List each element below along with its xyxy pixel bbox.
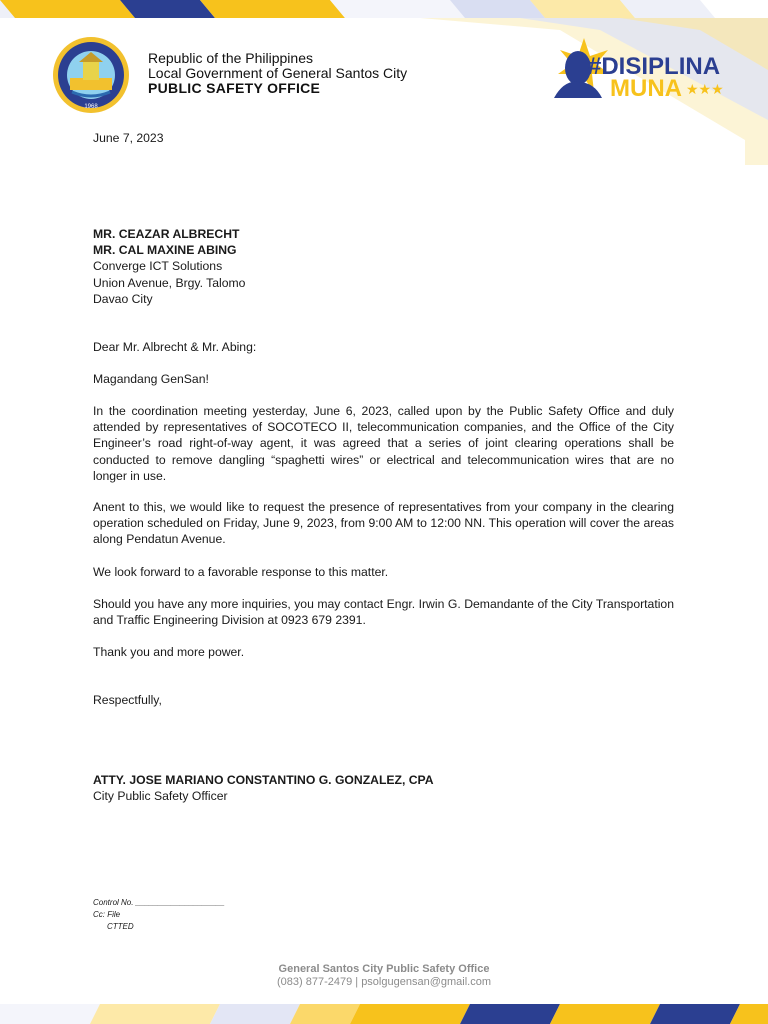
signature-block — [93, 772, 674, 804]
paragraph-4: Should you have any more inquiries, you may contact Engr. Irwin G. Demandante of the City Transportation and Traffic Engineering Division at 0923 679 2391. — [93, 597, 674, 628]
republic-line: Republic of the Philippines — [148, 50, 313, 66]
signatory-title: City Public Safety Officer — [93, 789, 228, 804]
signatory-name: ATTY. JOSE MARIANO CONSTANTINO G. GONZALEZ, CPA — [93, 773, 434, 787]
footer-contact: (083) 877-2479 | psolgugensan@gmail.com — [277, 976, 491, 988]
paragraph-2: Anent to this, we would like to request the presence of representatives from your company in the clearing operation scheduled on Friday, June 9, 2023, from 9:00 AM to 12:00 NN. This operation will cover the areas along Pendatun Avenue. — [93, 500, 674, 547]
letter-date: June 7, 2023 — [93, 131, 164, 145]
control-number: Control No. ____________________ — [93, 898, 225, 907]
recipient-name-1: MR. CEAZAR ALBRECHT — [93, 227, 240, 241]
cc-line-2: CTTED — [107, 922, 134, 931]
footer-office-name: General Santos City Public Safety Office — [278, 963, 490, 975]
recipient-company: Converge ICT Solutions — [93, 259, 223, 274]
office-line: PUBLIC SAFETY OFFICE — [148, 80, 321, 96]
recipient-address-2: Davao City — [93, 291, 153, 306]
brand-stars-icon: ★★★ — [686, 82, 724, 98]
footer — [0, 963, 768, 989]
closing: Respectfully, — [93, 693, 162, 707]
paragraph-1: In the coordination meeting yesterday, June 6, 2023, called upon by the Public Safety Office and duly attended by representatives of SOCOTECO II, telecommunication companies, and the Office of the City Engineer’s road right-of-way agent, it was agreed that a series of joint clearing operations shall be conducted to remove dangling “spaghetti wires” or electrical and telecommunication wires that are no longer in use. — [93, 404, 674, 483]
lgu-line: Local Government of General Santos City — [148, 65, 408, 81]
cc-line: Cc: File — [93, 910, 121, 919]
seal-year-text: 1968 — [84, 104, 98, 110]
brand-hashtag-text: #DISIPLINA — [588, 53, 721, 80]
salutation: Dear Mr. Albrecht & Mr. Abing: — [93, 340, 257, 354]
brand-word-text: MUNA — [610, 75, 682, 102]
paragraph-3: We look forward to a favorable response to this matter. — [93, 565, 389, 579]
recipient-name-2: MR. CAL MAXINE ABING — [93, 243, 237, 258]
disiplina-muna-logo — [544, 36, 740, 106]
letterhead — [148, 51, 407, 96]
paragraph-5: Thank you and more power. — [93, 645, 245, 659]
city-seal-logo — [52, 36, 130, 114]
bottom-stripe-decoration — [0, 998, 768, 1024]
recipient-address-1: Union Avenue, Brgy. Talomo — [93, 275, 246, 290]
recipient-block — [93, 226, 674, 307]
greeting: Magandang GenSan! — [93, 372, 209, 386]
